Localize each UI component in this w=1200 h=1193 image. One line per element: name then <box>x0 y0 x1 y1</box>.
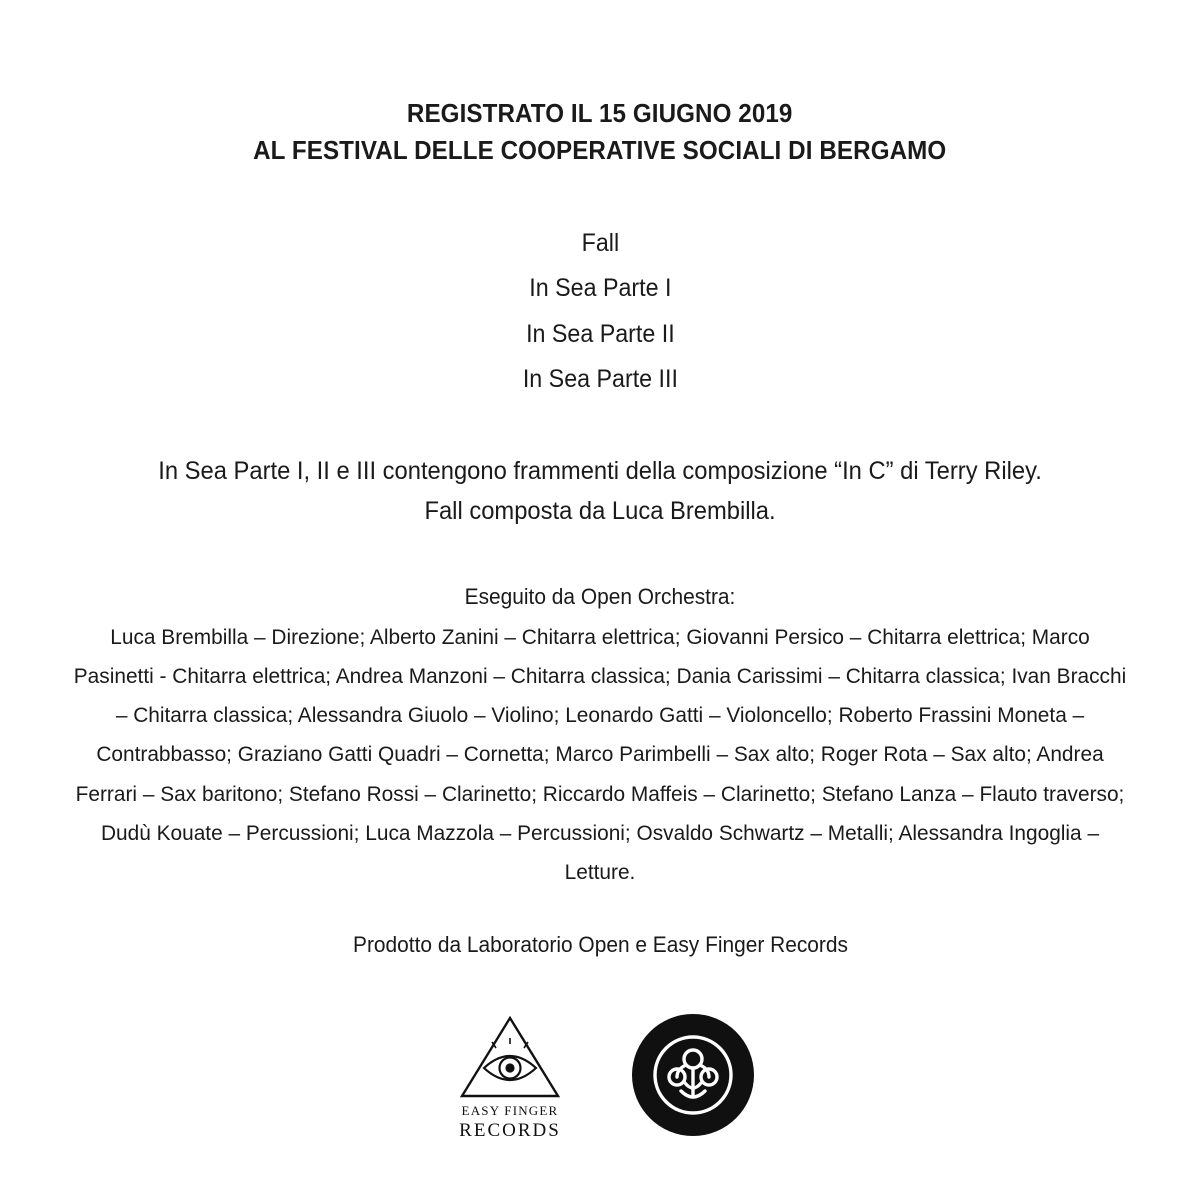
eye-in-triangle-icon <box>458 1014 562 1100</box>
track-item: In Sea Parte I <box>528 274 672 303</box>
composition-note-line-1: In Sea Parte I, II e III contengono frammenti della composizione “In C” di Terry Riley. <box>158 456 1042 485</box>
open-orchestra-logo <box>632 1014 754 1136</box>
composition-note <box>158 451 1042 532</box>
performers-title: Eseguito da Open Orchestra: <box>464 583 736 609</box>
performers-section <box>55 579 1145 892</box>
performers-list: Luca Brembilla – Direzione; Alberto Zanini – Chitarra elettrica; Giovanni Persico – Chitarra elettrica; Marco Pasinetti - Chitarra elettrica; Andrea Manzoni – Chitarra classica; Dania Carissimi – Chitarra classica; Ivan Bracchi – Chitarra classica; Alessandra Giuolo – Violino; Leonardo Gatti – Violoncello; Roberto Frassini Moneta – Contrabbasso; Graziano Gatti Quadri – Cornetta; Marco Parimbelli – Sax alto; Roger Rota – Sax alto; Andrea Ferrari – Sax baritono; Stefano Rossi – Clarinetto; Riccardo Maffeis – Clarinetto; Stefano Lanza – Flauto traverso; Dudù Kouate – Percussioni; Luca Mazzola – Percussioni; Osvaldo Schwartz – Metalli; Alessandra Ingoglia – Letture. <box>73 625 1127 884</box>
easy-finger-records-logo <box>446 1014 574 1143</box>
produced-by-text: Prodotto da Laboratorio Open e Easy Finger Records <box>352 931 848 957</box>
efr-line-2: RECORDS <box>459 1120 561 1142</box>
open-knot-icon <box>643 1025 743 1125</box>
recording-venue-line: AL FESTIVAL DELLE COOPERATIVE SOCIALI DI BERGAMO <box>253 134 947 165</box>
track-item: Fall <box>581 228 619 257</box>
recording-date-line: REGISTRATO IL 15 GIUGNO 2019 <box>407 98 793 128</box>
composition-note-line-2: Fall composta da Luca Brembilla. <box>424 497 776 526</box>
easy-finger-records-wordmark <box>459 1103 561 1143</box>
logo-row <box>446 1014 754 1143</box>
recording-header <box>253 95 946 169</box>
tracklist <box>522 221 677 403</box>
efr-line-1: EASY FINGER <box>461 1102 559 1118</box>
track-item: In Sea Parte III <box>522 365 678 394</box>
track-item: In Sea Parte II <box>525 319 675 348</box>
